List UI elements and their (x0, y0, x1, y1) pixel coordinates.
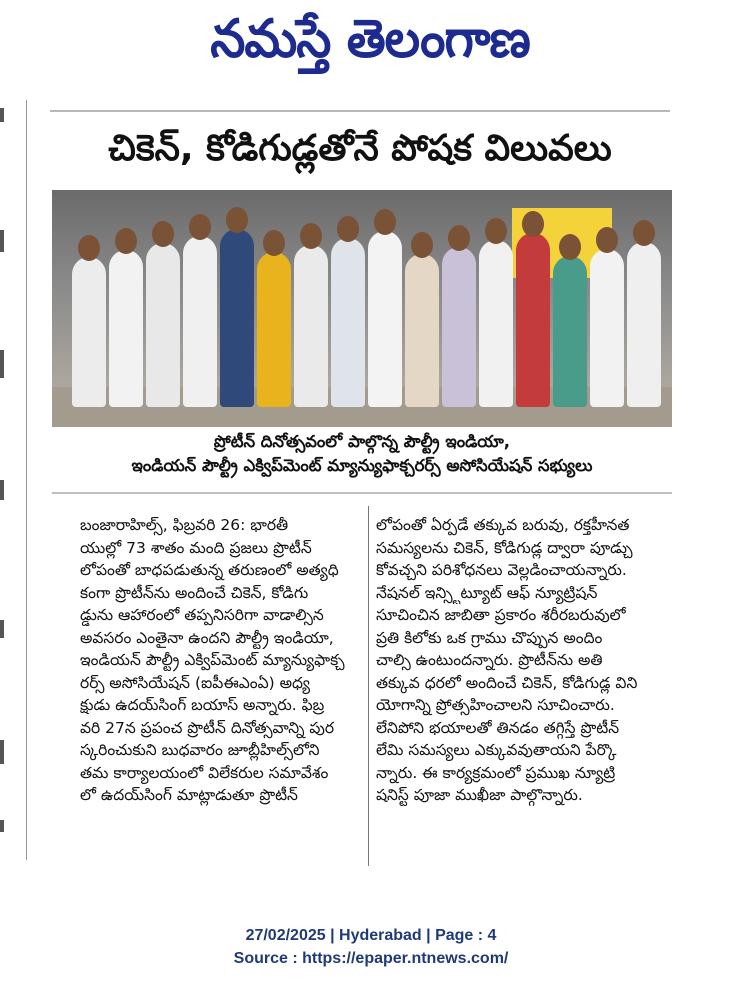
photo-person-head (374, 209, 396, 235)
article-line: లోపంతో బాధపడుతున్న తరుణంలో అత్యధి (80, 561, 339, 579)
article-line: అవసరం ఎంతైనా ఉందని పౌల్ట్రీ ఇండియా, (80, 628, 334, 647)
photo-person-head (226, 207, 248, 233)
article-line: బంజారాహిల్స్, ఫిబ్రవరి 26: భారతీ (80, 516, 289, 534)
photo-person-head (152, 221, 174, 247)
article-line: డ్డును ఆహారంలో తప్పనిసరిగా వాడాల్సిన (80, 606, 324, 624)
photo-person-head (522, 211, 544, 237)
photo-person (442, 247, 476, 407)
article-line: నేషనల్ ఇన్స్టిట్యూట్ ఆఫ్ న్యూట్రిషన్ (376, 583, 598, 602)
photo-person (368, 231, 402, 407)
article-line: ప్రతి కిలోకు ఒక గ్రాము చొప్పున అందిం (376, 628, 603, 647)
photo-person (405, 254, 439, 407)
headline-text: చికెన్, కోడిగుడ్లతోనే పోషక విలువలు (108, 128, 612, 169)
footer-date-line: 27/02/2025 | Hyderabad | Page : 4 (245, 927, 497, 944)
photo-person-head (596, 227, 618, 253)
photo-person (479, 240, 513, 407)
caption-line-2: ఇండియన్ పౌల్ట్రీ ఎక్విప్‌మెంట్ మ్యాన్యుఫాక్చరర్స్ అసోసియేషన్ సభ్యులు (131, 456, 593, 475)
group-photo (52, 190, 672, 427)
footer-source-line: Source : https://epaper.ntnews.com/ (233, 950, 509, 967)
page-footer (0, 924, 742, 970)
caption-line-1: ప్రోటీన్ దినోత్సవంలో పాల్గొన్న పౌల్ట్రీ ఇండియా, (213, 432, 511, 451)
photo-person (220, 229, 254, 407)
article-line: వరి 27న ప్రపంచ ప్రొటీన్ దినోత్సవాన్ని పుర (80, 718, 335, 737)
article-line: యుల్లో 73 శాతం మంది ప్రజలు ప్రొటీన్ (80, 538, 312, 557)
column-divider (368, 506, 369, 866)
article-column-right (376, 514, 660, 807)
masthead-title: నమస్తే తెలంగాణ (210, 7, 530, 69)
article-line: రర్స్ అసోసియేషన్ (ఐపీఈఎంఏ) అధ్య (80, 673, 310, 692)
article-line: తమ కార్యాలయంలో విలేకరుల సమావేశం (80, 763, 329, 782)
photo-person-head (263, 230, 285, 256)
photo-person (627, 242, 661, 407)
caption-divider (52, 492, 672, 494)
article-line: కంగా ప్రొటీన్‌ను అందించే చికెన్, కోడిగు (80, 583, 309, 602)
article-line: క్షుడు ఉదయ్‌సింగ్ బయాస్ అన్నారు. ఫిబ్ర (80, 696, 325, 714)
photo-person-head (300, 223, 322, 249)
photo-person (516, 233, 550, 407)
photo-person (183, 236, 217, 407)
article-line: లేనిపోని భయాలతో తినడం తగ్గిస్తే ప్రొటీన్ (376, 718, 620, 737)
article-line: సూచించిన జాబితా ప్రకారం శరీరబరువులో (376, 606, 626, 624)
article-line: లోపంతో ఏర్పడే తక్కువ బరువు, రక్తహీనత (376, 516, 630, 534)
photo-person-head (189, 214, 211, 240)
photo-person-head (559, 234, 581, 260)
left-page-edge (26, 100, 27, 860)
photo-person (257, 252, 291, 407)
photo-person (72, 257, 106, 407)
article-line: లో ఉదయ్‌సింగ్ మాట్లాడుతూ ప్రొటీన్ (80, 786, 298, 804)
newspaper-masthead (160, 2, 580, 88)
photo-person-head (78, 235, 100, 261)
photo-person (146, 243, 180, 407)
article-line: సమస్యలను చికెన్, కోడిగుడ్ల ద్వారా పూడ్చు (376, 538, 633, 557)
photo-person-head (485, 218, 507, 244)
article-line: స్కరించుకుని బుధవారం జూబ్లీహిల్స్‌లోని (80, 741, 320, 759)
article-line: షనిస్ట్ పూజా ముఖీజా పాల్గొన్నారు. (376, 786, 583, 804)
article-line: తక్కువ ధరలో అందించే చికెన్, కోడిగుడ్ల విని (376, 673, 638, 692)
left-page-edge-marks (0, 100, 6, 860)
article-line: లేమి సమస్యలు ఎక్కువవుతాయని పేర్కొ (376, 741, 617, 759)
article-column-left (80, 514, 362, 807)
photo-person-head (448, 225, 470, 251)
photo-person (331, 238, 365, 407)
masthead-divider (50, 110, 670, 112)
photo-person (109, 250, 143, 407)
photo-person-head (411, 232, 433, 258)
photo-person (553, 256, 587, 407)
article-line: యోగాన్ని ప్రోత్సహించాలని సూచించారు. (376, 696, 615, 714)
article-headline (50, 118, 670, 188)
photo-person-head (115, 228, 137, 254)
photo-person-head (633, 220, 655, 246)
article-line: ఇండియన్ పౌల్ట్రీ ఎక్విప్‌మెంట్ మ్యాన్యుఫాక్చ (80, 651, 345, 669)
photo-caption (52, 430, 672, 480)
article-line: చాల్సి ఉంటుందన్నారు. ప్రొటీన్‌ను అతి (376, 651, 603, 669)
article-line: కోవచ్చని పరిశోధనలు వెల్లడించాయన్నారు. (376, 561, 627, 579)
photo-person (294, 245, 328, 407)
article-line: న్నారు. ఈ కార్యక్రమంలో ప్రముఖ న్యూట్రి (376, 763, 616, 782)
photo-person (590, 249, 624, 407)
photo-person-head (337, 216, 359, 242)
